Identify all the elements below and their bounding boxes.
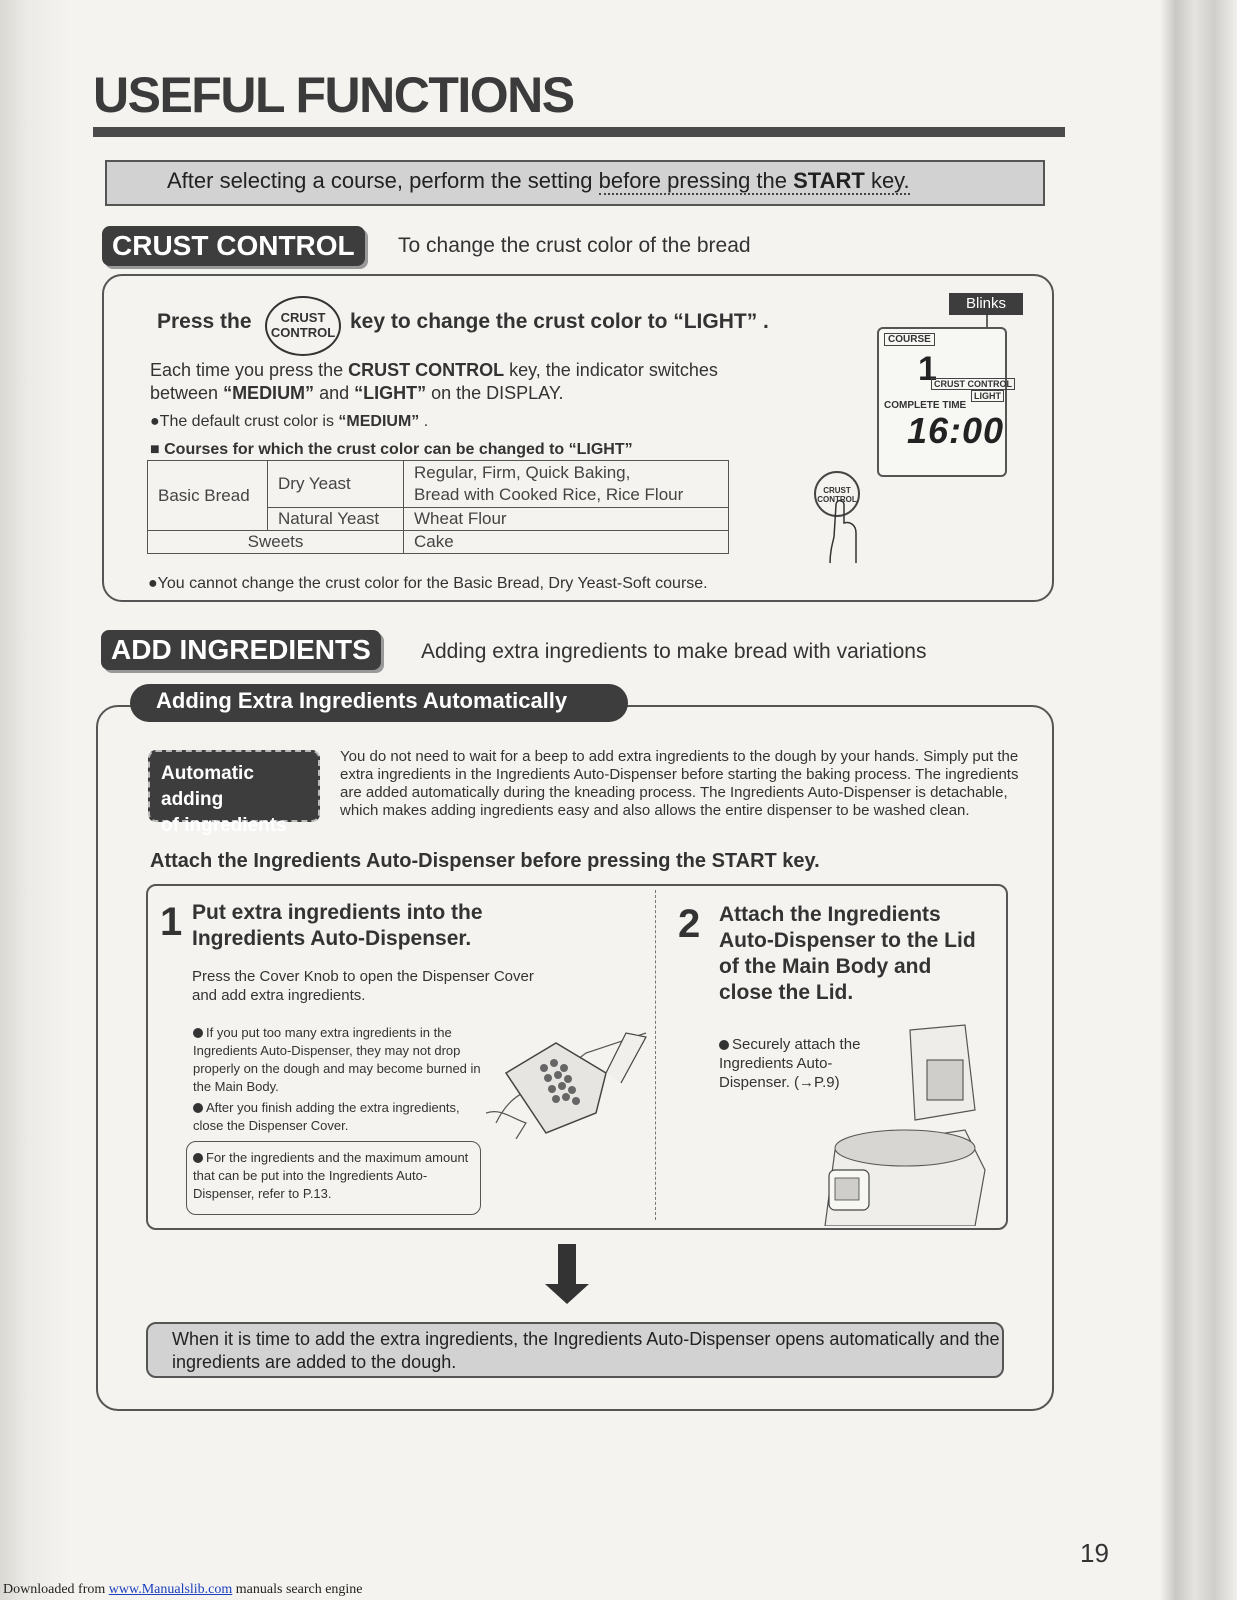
default-prefix: ●The default crust color is (150, 413, 339, 430)
tag-line2: of ingredients (161, 815, 287, 836)
bullet-icon (193, 1028, 203, 1038)
lcd-crust-control-indicator: CRUST CONTROL (931, 378, 1015, 390)
medium-bold: “MEDIUM” (223, 383, 315, 403)
default-suffix: . (419, 413, 429, 430)
crust-para-1: Each time you press the (150, 360, 349, 380)
notice-underlined-text: before pressing the (598, 168, 794, 193)
notice-text: After selecting a course, perform the setting (167, 168, 599, 193)
courses-table (147, 460, 729, 554)
crust-para-1-bold: CRUST CONTROL (348, 360, 505, 380)
footer-suffix: manuals search engine (232, 1582, 363, 1597)
step1-bullet-1-text: If you put too many extra ingredients in the Ingredients Auto-Dispenser, they may not drop properly on the dough and may become burned in the Main Body. (193, 1025, 481, 1094)
step2-bullet-text: Securely attach the Ingredients Auto-Dispenser. (→P.9) (719, 1036, 861, 1091)
lcd-light-indicator: LIGHT (971, 390, 1004, 402)
auto-intro-text: You do not need to wait for a beep to add extra ingredients to the dough by your hands. Simply put the extra ingredients in the Ingredients Auto-Dispenser before starting the baking process. The ingredients are added automatically during the kneading process. The Ingredients Auto-Dispenser is detachable, which makes adding ingredients easy and also allows the entire dispenser to be washed clean. (340, 748, 1019, 819)
sweets-courses-cell: Cake (404, 531, 729, 554)
scan-edge-left (0, 0, 70, 1600)
step1-title: Put extra ingredients into the Ingredients Auto-Dispenser. (192, 901, 483, 950)
table-row (148, 531, 729, 554)
title-rule (93, 127, 1065, 137)
tag-line1: Automatic adding (161, 763, 254, 810)
sub-heading: Adding Extra Ingredients Automatically (130, 684, 628, 722)
table-row (148, 461, 729, 508)
notice-banner (105, 160, 1045, 206)
crust-control-description: To change the crust color of the bread (398, 234, 751, 257)
press-suffix: key to change the crust color to “LIGHT” . (350, 310, 769, 333)
add-ingredients-description: Adding extra ingredients to make bread with variations (421, 640, 927, 663)
down-arrow-shaft (558, 1244, 576, 1286)
light-bold: “LIGHT” (354, 383, 427, 403)
key-label-line2: CONTROL (270, 325, 336, 340)
crust-para-2: key, the indicator switches between (150, 360, 718, 403)
steps-divider (655, 890, 656, 1220)
dry-yeast-cell: Dry Yeast (268, 461, 404, 508)
dispenser-hand-illustration (486, 1013, 654, 1139)
result-box: When it is time to add the extra ingredients, the Ingredients Auto-Dispenser opens automatically and the ingredients are added to the dough. (146, 1322, 1004, 1378)
footer (3, 1582, 363, 1598)
step1-reference-note (186, 1141, 481, 1215)
natural-yeast-courses-cell: Wheat Flour (404, 508, 729, 531)
crust-control-key-icon (265, 296, 341, 356)
step1-bullet-2 (193, 1099, 483, 1135)
sweets-cell: Sweets (148, 531, 404, 554)
bullet-icon (193, 1153, 203, 1163)
button-label-line1: CRUST (823, 486, 851, 495)
button-label-line2: CONTROL (817, 495, 857, 504)
step1-bullet-2-text: After you finish adding the extra ingredients, close the Dispenser Cover. (193, 1100, 460, 1133)
automatic-adding-tag (148, 750, 320, 836)
crust-control-label: CRUST CONTROL (102, 226, 365, 266)
key-label-line1: CRUST (280, 310, 326, 325)
notice-key-text: key. (864, 168, 910, 193)
attach-heading: Attach the Ingredients Auto-Dispenser before pressing the START key. (150, 850, 820, 872)
lcd-course-label: COURSE (884, 333, 935, 346)
finger-icon (822, 497, 872, 565)
crust-restriction-note: ●You cannot change the crust color for the Basic Bread, Dry Yeast-Soft course. (148, 575, 708, 592)
blinks-label: Blinks (949, 293, 1023, 315)
scan-edge-right (1160, 0, 1237, 1600)
page-number: 19 (1080, 1538, 1109, 1568)
bullet-icon (193, 1103, 203, 1113)
page-title: USEFUL FUNCTIONS (93, 67, 574, 123)
step1-number: 1 (160, 900, 183, 944)
crust-explanation (150, 359, 770, 405)
notice-underlined (599, 168, 910, 195)
default-bold: “MEDIUM” (338, 413, 420, 430)
down-arrow-icon (545, 1284, 589, 1304)
dry-yeast-courses-cell (404, 461, 729, 508)
manualslib-link[interactable]: www.Manualslib.com (108, 1582, 233, 1597)
notice-start-key: START (793, 168, 865, 193)
footer-prefix: Downloaded from (3, 1582, 109, 1597)
lcd-complete-time-label: COMPLETE TIME (884, 400, 967, 411)
press-prefix: Press the (157, 310, 252, 333)
step2-number: 2 (678, 902, 701, 946)
lcd-course-number: 1 (918, 350, 937, 388)
bread-maker-illustration (815, 1020, 1005, 1226)
lcd-time: 16:00 (907, 410, 1005, 451)
add-ingredients-label: ADD INGREDIENTS (101, 630, 381, 670)
natural-yeast-cell: Natural Yeast (268, 508, 404, 531)
courses-heading: ■ Courses for which the crust color can be changed to “LIGHT” (150, 441, 633, 458)
display-text: on the DISPLAY. (426, 383, 564, 403)
step1-text: Press the Cover Knob to open the Dispenser Cover and add extra ingredients. (192, 968, 534, 1004)
step1-bullet-1 (193, 1024, 483, 1096)
basic-bread-cell: Basic Bread (148, 461, 268, 531)
step2-title: Attach the Ingredients Auto-Dispenser to the Lid of the Main Body and close the Lid. (719, 903, 976, 1004)
and-text: and (314, 383, 355, 403)
default-crust-note (150, 410, 428, 433)
bullet-icon (719, 1040, 729, 1050)
dry-yeast-courses-2: Bread with Cooked Rice, Rice Flour (414, 485, 684, 504)
dry-yeast-courses-1: Regular, Firm, Quick Baking, (414, 463, 631, 482)
step1-reference-text: For the ingredients and the maximum amount that can be put into the Ingredients Auto-Dispenser, refer to P.13. (193, 1150, 469, 1201)
